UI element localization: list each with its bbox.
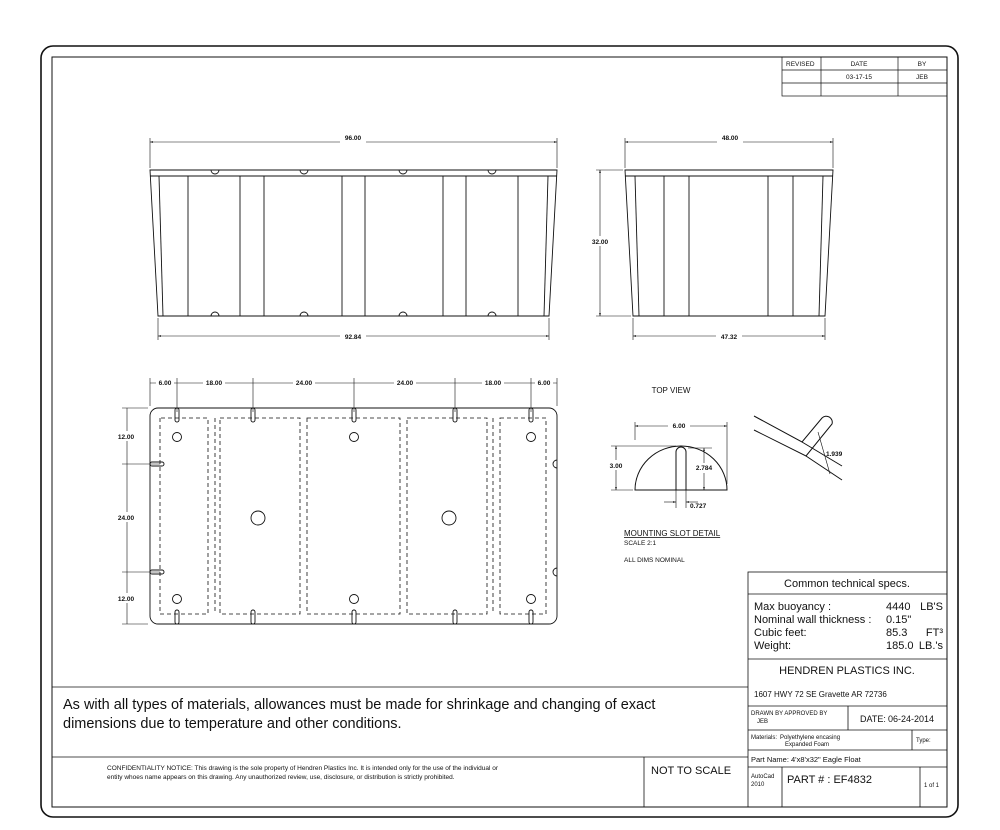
spec-unit: FT³: [925, 627, 943, 639]
dim-plan-seg-2: 18.00: [205, 380, 223, 387]
confidentiality-line1: CONFIDENTIALITY NOTICE: This drawing is the sole property of Hendren Plastics Inc. It is intended only for the use of the individual or: [107, 765, 499, 772]
company-name: HENDREN PLASTICS INC.: [779, 665, 915, 677]
shrinkage-note-line2: dimensions due to temperature and other conditions.: [63, 716, 402, 732]
sheet-number: 1 of 1: [924, 783, 940, 789]
materials-line1: Polyethylene encasing: [780, 735, 841, 741]
revision-date: 03-17-15: [845, 74, 873, 81]
spec-unit: LB.'s: [918, 640, 943, 652]
shrinkage-note-line1: As with all types of materials, allowances must be made for shrinkage and changing of exact: [63, 697, 656, 713]
dim-plan-seg-6: 6.00: [537, 380, 551, 387]
dim-end-top: 48.00: [721, 135, 739, 142]
plan-view: [122, 378, 557, 624]
dim-end-bottom: 47.32: [720, 334, 738, 341]
spec-value: 0.15": [886, 614, 912, 626]
confidentiality-line2: entity whoes name appears on this drawing. Any unauthorized review, use, disclosure, or distribution is strictly prohibited.: [107, 774, 455, 781]
spec-value: 85.3: [886, 627, 908, 639]
dim-plan-seg-1: 6.00: [158, 380, 172, 387]
spec-label: Nominal wall thickness :: [754, 614, 872, 626]
dim-side-top: 96.00: [344, 135, 362, 142]
dim-side-bottom: 92.84: [344, 334, 362, 341]
spec-label: Cubic feet:: [754, 627, 807, 639]
dim-slot-height: 3.00: [609, 463, 623, 470]
revision-header-revised: REVISED: [786, 61, 815, 68]
date-label: DATE:: [860, 714, 886, 724]
slot-detail-scale: SCALE 2:1: [624, 540, 657, 547]
end-view: [596, 138, 833, 340]
dim-angle: 1.939: [826, 451, 843, 458]
slot-detail-note: ALL DIMS NOMINAL: [624, 557, 685, 564]
spec-label: Max buoyancy :: [754, 601, 832, 613]
materials-line2: Expanded Foam: [785, 742, 830, 748]
revision-header-by: BY: [917, 61, 927, 68]
drawing-date: 06-24-2014: [888, 714, 935, 724]
company-address: 1607 HWY 72 SE Gravette AR 72736: [754, 690, 887, 699]
spec-value: 4440: [886, 601, 911, 613]
autocad-label: AutoCad: [751, 774, 775, 780]
dim-plan-seg-4: 24.00: [396, 380, 414, 387]
dim-height: 32.00: [591, 239, 609, 246]
angle-detail: [754, 416, 842, 480]
type-label: Type:: [916, 738, 931, 744]
specs-rows: [754, 601, 943, 652]
spec-value: 185.0: [886, 640, 914, 652]
autocad-version: 2010: [751, 782, 765, 788]
dim-plan-vert-3: 12.00: [117, 596, 135, 603]
dim-slot-inner: 2.784: [695, 465, 713, 472]
part-name: Part Name: 4'x8'x32" Eagle Float: [751, 755, 861, 764]
dim-slot-width: 6.00: [672, 423, 686, 430]
not-to-scale: NOT TO SCALE: [651, 765, 732, 777]
dim-plan-seg-3: 24.00: [295, 380, 313, 387]
spec-unit: LB'S: [920, 601, 943, 613]
revision-header-date: DATE: [850, 61, 868, 68]
slot-detail-title: MOUNTING SLOT DETAIL: [624, 529, 721, 538]
dim-plan-vert-2: 24.00: [117, 515, 135, 522]
revision-by: JEB: [916, 74, 928, 81]
part-number: PART # : EF4832: [787, 774, 872, 786]
drawn-by: JEB: [757, 719, 769, 725]
spec-label: Weight:: [754, 640, 792, 652]
top-view-label: TOP VIEW: [651, 386, 691, 395]
dim-slot-gap: 0.727: [690, 503, 707, 510]
dim-plan-seg-5: 18.00: [484, 380, 502, 387]
dim-plan-vert-1: 12.00: [117, 434, 135, 441]
side-view: [150, 138, 557, 340]
drawn-label: DRAWN BY APPROVED BY: [751, 711, 828, 717]
specs-title: Common technical specs.: [784, 578, 910, 590]
materials-label: Materials:: [751, 735, 778, 741]
